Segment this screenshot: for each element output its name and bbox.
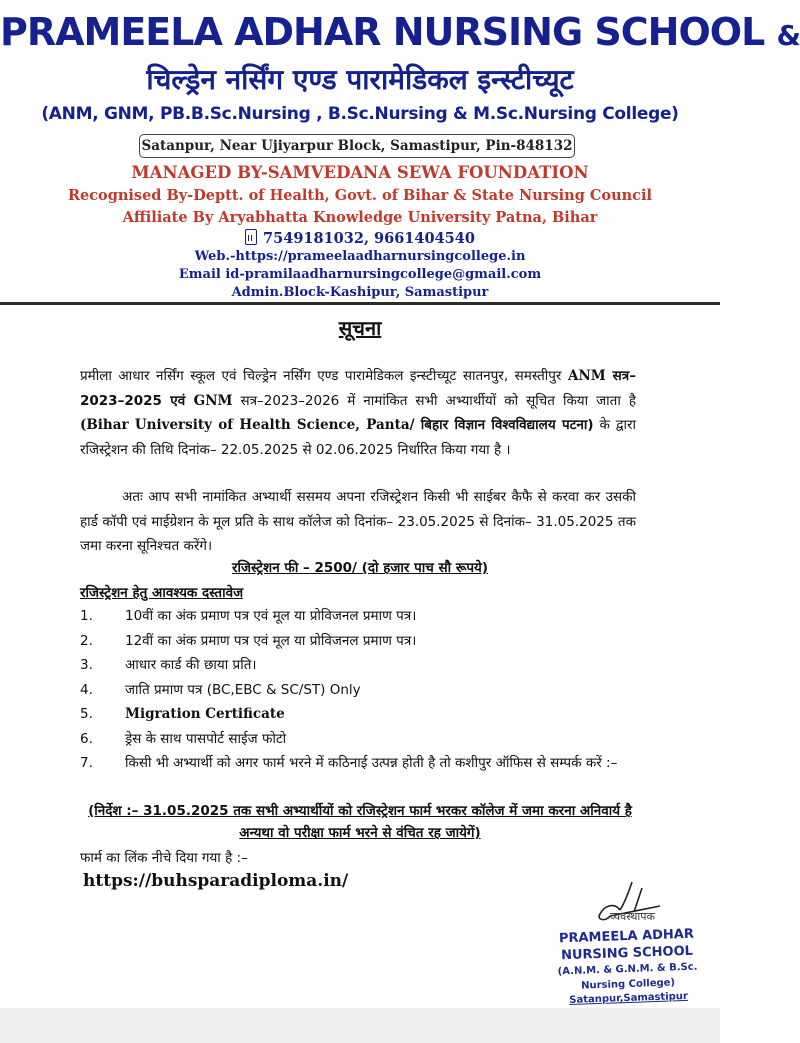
form-link[interactable]: https://buhsparadiploma.in/ bbox=[83, 871, 349, 891]
managed-by: MANAGED BY-SAMVEDANA SEWA FOUNDATION bbox=[131, 163, 589, 182]
school-title-amp: & bbox=[776, 19, 800, 52]
registration-fee: रजिस्ट्रेशन फी – 2500/ (दो हजार पाच सौ रूपये) bbox=[231, 560, 489, 576]
college-stamp bbox=[544, 925, 712, 1009]
list-item-number: 2. bbox=[80, 632, 93, 649]
para1-part-h: के द्वारा रजिस्ट्रेशन की तिथि दिनांक– 22.05.2025 से 02.06.2025 निर्धारित किया गया है । bbox=[80, 417, 636, 458]
header-divider bbox=[0, 302, 720, 305]
signature bbox=[580, 880, 680, 928]
list-item-text: जाति प्रमाण पत्र (BC,EBC & SC/ST) Only bbox=[125, 681, 361, 698]
institute-hindi-title: चिल्ड्रेन नर्सिंग एण्ड पारामेडिकल इन्स्टीच्यूट bbox=[146, 63, 574, 96]
para1-university: (Bihar University of Health Science, Panta/ bbox=[80, 417, 415, 433]
list-item bbox=[80, 653, 640, 678]
para1-university-hindi: बिहार विज्ञान विश्वविद्यालय पटना) bbox=[414, 417, 594, 433]
list-item-number: 3. bbox=[80, 657, 93, 673]
list-item bbox=[80, 629, 640, 654]
courses-line: (ANM, GNM, PB.B.Sc.Nursing , B.Sc.Nursing & M.Sc.Nursing College) bbox=[41, 104, 679, 124]
list-item-text: 12वीं का अंक प्रमाण पत्र एवं मूल या प्रोविजनल प्रमाण पत्र। bbox=[125, 632, 417, 649]
list-item bbox=[80, 702, 640, 727]
notice-title: सूचना bbox=[338, 316, 382, 340]
stamp-line-3: (A.N.M. & G.N.M. & B.Sc. bbox=[557, 961, 698, 978]
stamp-line-2: NURSING SCHOOL bbox=[560, 943, 694, 964]
list-item-number: 4. bbox=[80, 681, 93, 698]
list-item-text: किसी भी अभ्यार्थी को अगर फार्म भरने में कठिनाई उत्पन्न होती है तो कशीपुर ऑफिस से सम्पर्क करें :– bbox=[125, 755, 618, 771]
phone-icon bbox=[245, 229, 257, 245]
stamp-line-4: Nursing College) bbox=[580, 977, 676, 992]
list-item bbox=[80, 678, 640, 703]
recognised-by: Recognised By-Deptt. of Health, Govt. of Bihar & State Nursing Council bbox=[67, 187, 653, 204]
instruction-note: (निर्देश :– 31.05.2025 तक सभी अभ्यार्थीयों को रजिस्ट्रेशन फार्म भरकर कॉलेज में जमा करना अनिवार्य है अन्यथा वो परीक्षा फार्म भरने से वंचित रह जायेगें) bbox=[88, 803, 632, 841]
school-title-text: PRAMEELA ADHAR NURSING SCHOOL bbox=[0, 10, 765, 54]
signature-text: व्यवस्थापक bbox=[610, 910, 655, 923]
school-title bbox=[0, 10, 800, 54]
phone-line bbox=[0, 229, 720, 247]
list-item-text: ड्रेस के साथ पासपोर्ट साईज फोटो bbox=[125, 730, 287, 747]
list-item-number: 5. bbox=[80, 706, 93, 722]
list-item-number: 6. bbox=[80, 730, 93, 747]
list-item bbox=[80, 727, 640, 752]
address-box: Satanpur, Near Ujiyarpur Block, Samastipur, Pin-848132 bbox=[139, 134, 575, 158]
para1-part-e: सत्र–2023–2026 में नामांकित सभी अभ्यार्थीयों को सूचित किया जाता है bbox=[232, 392, 636, 409]
email: Email id-pramilaadharnursingcollege@gmail.com bbox=[178, 267, 542, 282]
page-bottom-shade bbox=[0, 1008, 720, 1043]
documents-heading: रजिस्ट्रेशन हेतु आवश्यक दस्तावेज bbox=[80, 585, 244, 601]
list-item-number: 1. bbox=[80, 608, 93, 624]
stamp-line-1: PRAMEELA ADHAR bbox=[558, 926, 695, 947]
para1-part-c: सत्र–2023–2025 एवं bbox=[80, 368, 636, 409]
list-item bbox=[80, 604, 640, 629]
list-item-text: 10वीं का अंक प्रमाण पत्र एवं मूल या प्रोविजनल प्रमाण पत्र। bbox=[125, 608, 417, 624]
list-item-number: 7. bbox=[80, 755, 93, 771]
admin-block: Admin.Block-Kashipur, Samastipur bbox=[231, 285, 489, 300]
list-item-text: आधार कार्ड की छाया प्रति। bbox=[125, 657, 257, 673]
notice-paragraph-1 bbox=[80, 364, 636, 462]
phone-numbers: 7549181032, 9661404540 bbox=[263, 230, 475, 247]
para1-anm: ANM bbox=[567, 368, 606, 384]
affiliation: Affiliate By Aryabhatta Knowledge University Patna, Bihar bbox=[122, 209, 598, 226]
para1-gnm: GNM bbox=[193, 392, 233, 409]
list-item-text: Migration Certificate bbox=[125, 706, 285, 722]
para1-part-a: प्रमीला आधार नर्सिंग स्कूल एवं चिल्ड्रेन नर्सिंग एण्ड पारामेडिकल इन्स्टीच्यूट सातनपुर, समस्तीपुर bbox=[80, 368, 562, 384]
documents-list bbox=[80, 604, 640, 800]
stamp-line-5: Satanpur,Samastipur bbox=[569, 990, 689, 1007]
website: Web.-https://prameelaadharnursingcollege.in bbox=[194, 249, 526, 264]
list-item bbox=[80, 751, 640, 800]
form-link-label: फार्म का लिंक नीचे दिया गया है :– bbox=[80, 850, 248, 866]
notice-paragraph-2: अतः आप सभी नामांकित अभ्यार्थी ससमय अपना रजिस्ट्रेशन किसी भी साईबर कैफै से करवा कर उसकी हार्ड कॉपी एवं माईग्रेशन के मूल प्रति के साथ कॉलेज को दिनांक– 23.05.2025 से दिनांक– 31.05.2025 तक जमा करना सूनिश्चत करेंगे। bbox=[80, 489, 636, 554]
